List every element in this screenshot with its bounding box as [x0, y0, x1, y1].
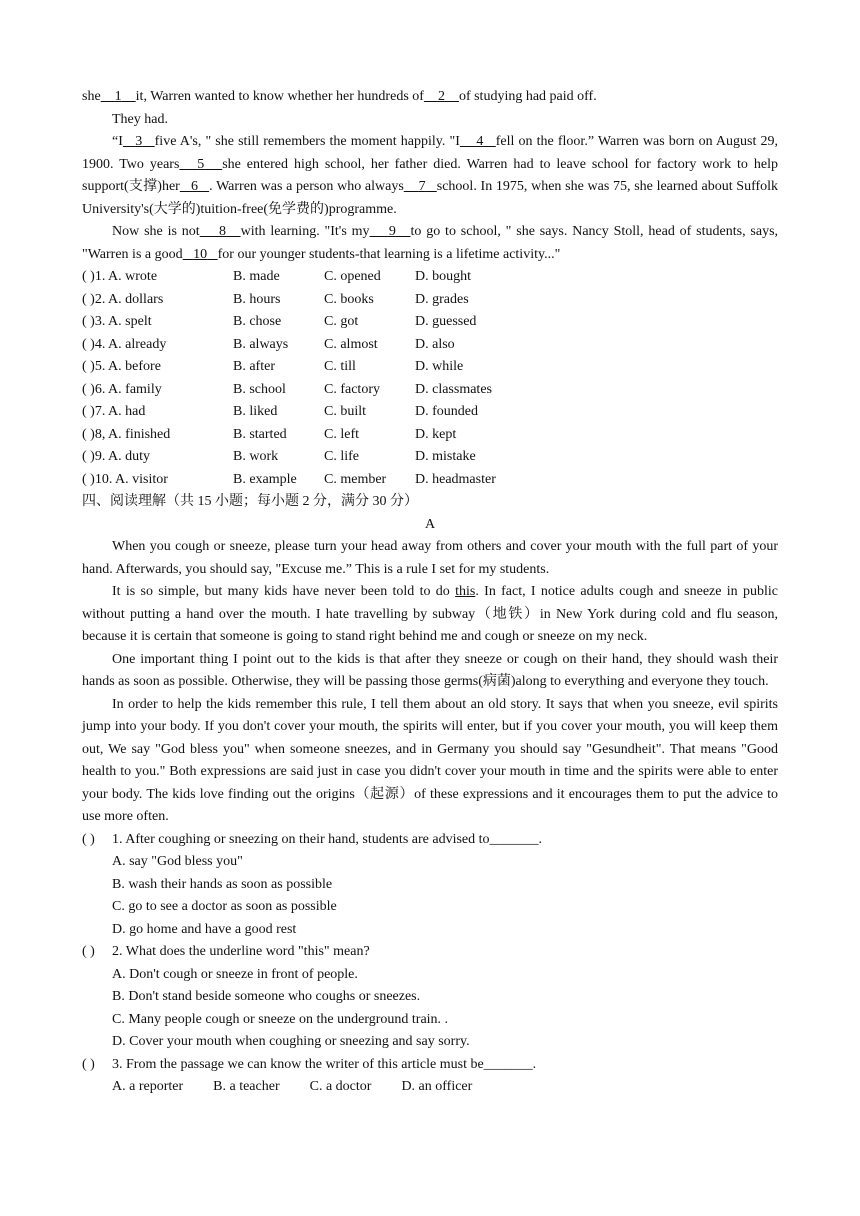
question-option-a: ( )6. A. family — [82, 381, 162, 397]
reading-paragraph-1: When you cough or sneeze, please turn your head away from others and cover your mouth with the full part of your hand. Afterwards, you should say, "Excuse me.” This is a rule I set for my students. — [82, 539, 778, 577]
option-c: C. member — [324, 471, 387, 487]
text: for our younger students-that learning is a lifetime activity..." — [217, 246, 561, 262]
question-option-a: ( )8, A. finished — [82, 426, 171, 442]
blank-10: 10 — [193, 246, 208, 262]
option-d: D. mistake — [415, 449, 476, 464]
answer-paren: ( ) — [82, 1056, 95, 1072]
option-d: D. headmaster — [415, 471, 496, 487]
text: “I — [112, 134, 123, 149]
option-c: C. opened — [324, 269, 381, 284]
option-b: B. work — [233, 449, 279, 464]
text: school. In 1975, when she was 75, she learned about Suffolk University's(大学的)tuition-free(免学费的)programme. — [82, 179, 779, 217]
blank-5: 5 — [197, 156, 205, 172]
reading-question-3 — [82, 1054, 778, 1077]
answer-paren: ( ) — [82, 831, 95, 847]
cloze-option-row — [82, 356, 778, 379]
option: A. Don't cough or sneeze in front of people. — [112, 966, 358, 982]
option: B. a teacher — [213, 1079, 280, 1094]
option-c: C. factory — [324, 381, 380, 397]
option-d: D. guessed — [415, 314, 477, 329]
option-c: C. almost — [324, 336, 378, 352]
cloze-option-row — [82, 311, 778, 334]
cloze-option-row — [82, 469, 778, 492]
option-d: D. classmates — [415, 381, 492, 397]
question-option-a: ( )9. A. duty — [82, 449, 151, 464]
answer-paren: ( ) — [82, 944, 95, 959]
option: C. Many people cough or sneeze on the underground train. . — [112, 1011, 449, 1027]
option: D. an officer — [401, 1079, 473, 1094]
text: . Warren was a person who always — [209, 179, 404, 194]
option: A. say "God bless you" — [112, 854, 243, 869]
cloze-option-row — [82, 266, 778, 289]
option-d: D. while — [415, 359, 464, 374]
question-option-a: ( )10. A. visitor — [82, 471, 168, 487]
reading-paragraph-3: One important thing I point out to the kids is that after they sneeze or cough on their hand, they should wash their hands as soon as possible. Otherwise, they will be passing those germs(病菌)along to everything and everyone they touch. — [82, 651, 778, 689]
text: to go to school, " she says. Nancy Stoll, head of students, says, "Warren is a good — [82, 224, 779, 262]
question-stem: 2. What does the underline word "this" mean? — [112, 944, 370, 959]
option: D. Cover your mouth when coughing or sneezing and say sorry. — [112, 1034, 470, 1049]
cloze-option-row — [82, 334, 778, 357]
option: C. go to see a doctor as soon as possible — [112, 899, 337, 914]
blank-6: 6 — [190, 179, 198, 194]
question-option-a: ( )4. A. already — [82, 336, 167, 352]
question-option-a: ( )3. A. spelt — [82, 314, 152, 329]
cloze-paragraph-2: They had. — [112, 111, 168, 127]
text: of studying had paid off. — [458, 89, 597, 104]
cloze-option-row — [82, 289, 778, 312]
option-row — [82, 1076, 778, 1099]
option: B. Don't stand beside someone who coughs or sneezes. — [112, 989, 421, 1004]
question-option-a: ( )1. A. wrote — [82, 269, 158, 284]
option: D. go home and have a good rest — [112, 921, 297, 937]
reading-question-2 — [82, 941, 778, 964]
blank-2: 2 — [437, 89, 445, 104]
option-d: D. founded — [415, 404, 478, 419]
text: with learning. "It's my — [240, 224, 370, 239]
option-c: C. built — [324, 404, 367, 419]
reading-paragraph-4: In order to help the kids remember this rule, I tell them about an old story. It says that when you sneeze, evil spirits jump into your body. If you don't cover your mouth, the spirits will enter, but if you cover your mouth, you will keep them out, We say "God bless you" when someone sneezes, and in Germany you should say "Gesundheit". That means "Good health to you." Both expressions are said just in case you didn't cover your mouth in time and the spirits were able to enter your body. The kids love finding out the origins（起源）of these expressions and it encourages them to put the advice to use more often. — [82, 696, 778, 824]
option-b: B. liked — [233, 404, 278, 419]
underlined-word: this — [455, 584, 476, 599]
blank-7: 7 — [418, 179, 426, 194]
option: C. a doctor — [309, 1079, 372, 1094]
option-c: C. life — [324, 449, 359, 464]
blank-9: 9 — [388, 224, 396, 239]
cloze-paragraph-3 — [82, 131, 778, 221]
question-stem: 1. After coughing or sneezing on their hand, students are advised to_______. — [112, 831, 543, 847]
text: . In fact, I notice adults cough and sneeze in public without putting a hand over the mouth. I hate travelling by subway（地铁）in New York during cold and flu season, because it is certain that someone is going to stand right behind me and cough or sneeze on my neck. — [82, 584, 778, 644]
question-option-a: ( )7. A. had — [82, 404, 146, 419]
option-c: C. till — [324, 359, 356, 374]
option-b: B. started — [233, 426, 287, 442]
text: fell on the floor.” Warren was born on August 29, 1900. Two years — [82, 134, 778, 172]
option-b: B. after — [233, 359, 275, 374]
option-b: B. hours — [233, 291, 281, 307]
option-b: B. chose — [233, 314, 282, 329]
option: B. wash their hands as soon as possible — [112, 876, 333, 892]
text: she — [82, 89, 101, 104]
question-option-a: ( )5. A. before — [82, 359, 161, 374]
reading-question-1 — [82, 829, 778, 852]
question-option-a: ( )2. A. dollars — [82, 291, 164, 307]
cloze-options-list — [82, 266, 778, 491]
cloze-option-row — [82, 401, 778, 424]
blank-1: 1 — [114, 89, 122, 104]
cloze-option-row — [82, 446, 778, 469]
option-d: D. grades — [415, 291, 469, 307]
option-b: B. example — [233, 471, 297, 487]
text: it, Warren wanted to know whether her hundreds of — [135, 89, 424, 104]
question-stem: 3. From the passage we can know the writer of this article must be_______. — [112, 1056, 537, 1072]
blank-3: 3 — [135, 134, 143, 149]
option-d: D. bought — [415, 269, 471, 284]
text: It is so simple, but many kids have never been told to do — [112, 584, 456, 599]
option-b: B. always — [233, 336, 289, 352]
blank-8: 8 — [219, 224, 227, 239]
cloze-option-row — [82, 424, 778, 447]
text: five A's, " she still remembers the moment happily. "I — [154, 134, 460, 149]
passage-label: A — [424, 516, 436, 532]
cloze-option-row — [82, 379, 778, 402]
option-d: D. kept — [415, 426, 457, 442]
option-b: B. school — [233, 381, 286, 397]
text: Now she is not — [112, 224, 200, 239]
option-c: C. got — [324, 314, 359, 329]
option-d: D. also — [415, 336, 455, 352]
option-c: C. left — [324, 426, 359, 442]
option-b: B. made — [233, 269, 280, 284]
option-c: C. books — [324, 291, 374, 307]
blank-4: 4 — [476, 134, 484, 149]
cloze-paragraph-4 — [82, 221, 778, 266]
text: she entered high school, her father died. Warren had to leave school for factory work to help support(支撑)her — [82, 156, 779, 194]
option: A. a reporter — [112, 1079, 184, 1094]
section-heading: 四、阅读理解（共 15 小题；每小题 2 分，满分 30 分） — [82, 494, 418, 509]
reading-paragraph-2 — [82, 581, 778, 649]
cloze-paragraph-1 — [82, 86, 778, 109]
